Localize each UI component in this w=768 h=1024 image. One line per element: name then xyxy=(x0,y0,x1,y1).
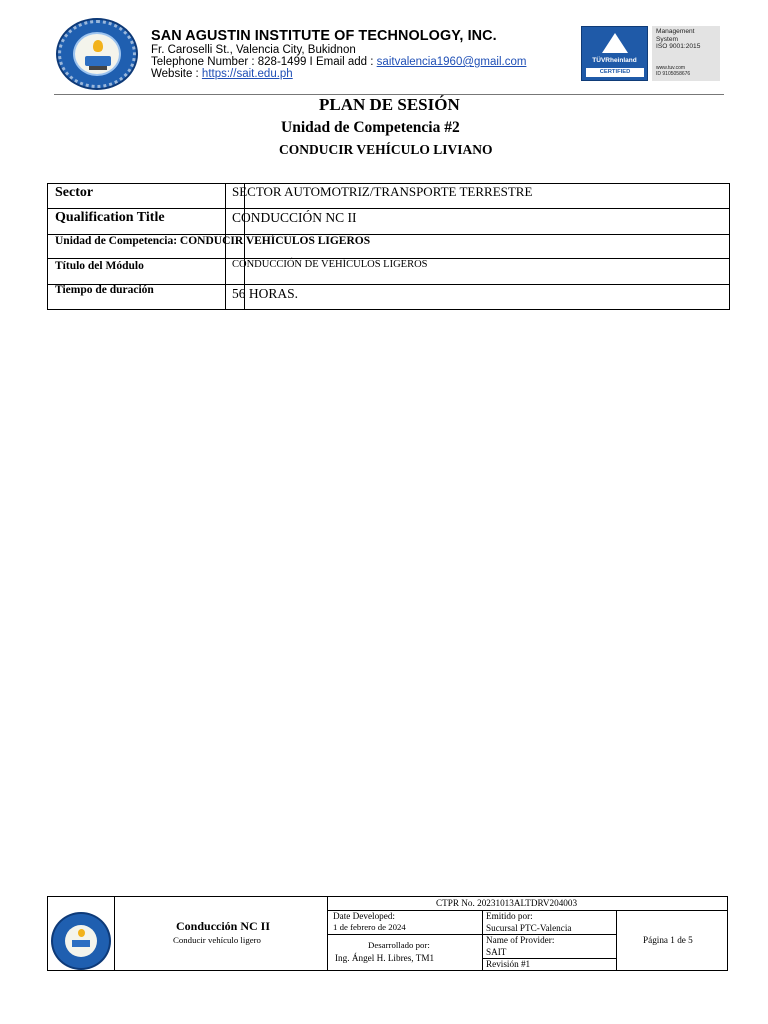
unit-title: Unidad de Competencia #2 xyxy=(281,119,460,136)
torch-flame-icon xyxy=(93,40,103,52)
footer-title: Conducción NC II xyxy=(176,919,271,933)
telephone-text: Telephone Number : 828-1499 I Email add : xyxy=(151,56,377,68)
book-icon xyxy=(85,56,111,66)
footer-subtitle: Conducir vehículo ligero xyxy=(173,935,261,945)
footer-divider xyxy=(616,911,617,970)
sector-value: SECTOR AUTOMOTRIZ/TRANSPORTE TERRESTRE xyxy=(232,184,533,199)
duration-value: 56 HORAS. xyxy=(232,286,299,301)
tuv-id: ID 9105058676 xyxy=(656,71,691,77)
provider-value: SAIT xyxy=(486,947,507,957)
date-developed-value: 1 de febrero de 2024 xyxy=(333,922,406,932)
row-divider xyxy=(48,208,729,209)
document-footer xyxy=(47,896,728,971)
issued-by-value: Sucursal PTC-Valencia xyxy=(486,923,572,933)
footer-school-logo xyxy=(51,912,111,970)
school-contact xyxy=(151,56,526,68)
website-label: Website : xyxy=(151,68,202,80)
page-title: PLAN DE SESIÓN xyxy=(319,95,460,114)
footer-logo-emblem xyxy=(65,925,97,957)
tuv-triangle-icon xyxy=(602,33,628,53)
sector-label: Sector xyxy=(55,185,94,200)
developed-by-label: Desarrollado por: xyxy=(368,940,430,950)
iso-line-1: Management xyxy=(656,28,695,35)
tuv-brand: TÜVRheinland xyxy=(592,57,637,64)
footer-divider xyxy=(482,911,483,970)
school-website xyxy=(151,68,293,80)
email-link[interactable]: saitvalencia1960@gmail.com xyxy=(376,56,527,68)
iso-line-2: System xyxy=(656,35,678,43)
school-address: Fr. Caroselli St., Valencia City, Bukidnon xyxy=(151,44,356,56)
school-logo xyxy=(56,18,138,90)
duration-label: Tiempo de duración xyxy=(55,284,154,296)
date-developed-label: Date Developed: xyxy=(333,911,395,921)
module-value: CONDUCCIÓN DE VEHÍCULOS LIGEROS xyxy=(232,259,428,270)
school-name: SAN AGUSTIN INSTITUTE OF TECHNOLOGY, INC. xyxy=(151,28,497,44)
module-heading: CONDUCIR VEHÍCULO LIVIANO xyxy=(279,142,493,157)
torch-flame-icon xyxy=(78,929,85,937)
developed-by-value: Ing. Ángel H. Libres, TM1 xyxy=(335,953,435,963)
info-table xyxy=(47,183,730,310)
iso-line-3: ISO 9001:2015 xyxy=(656,43,701,51)
unit-of-competency: Unidad de Competencia: CONDUCIR VEHÍCULOS LIGEROS xyxy=(55,235,371,247)
provider-label: Name of Provider: xyxy=(486,935,555,945)
tuv-certified-label: CERTIFIED xyxy=(586,68,644,77)
qualification-value: CONDUCCIÓN NC II xyxy=(232,210,357,225)
logo-base xyxy=(89,66,107,70)
tuv-website: www.tuv.com xyxy=(656,65,686,71)
logo-emblem xyxy=(73,32,121,76)
footer-divider xyxy=(327,934,482,935)
issued-by-label: Emitido por: xyxy=(486,911,533,921)
book-icon xyxy=(72,940,90,947)
tuv-certification-badge xyxy=(581,26,648,81)
qualification-label: Qualification Title xyxy=(55,210,165,225)
iso-certification-panel xyxy=(652,26,720,81)
footer-divider xyxy=(114,897,115,970)
module-label: Título del Módulo xyxy=(55,260,144,272)
revision-number: Revisión #1 xyxy=(486,959,531,969)
ctpr-number: CTPR No. 20231013ALTDRV204003 xyxy=(436,898,578,908)
website-link[interactable]: https://sait.edu.ph xyxy=(201,68,293,80)
page-number: Página 1 de 5 xyxy=(643,935,693,945)
